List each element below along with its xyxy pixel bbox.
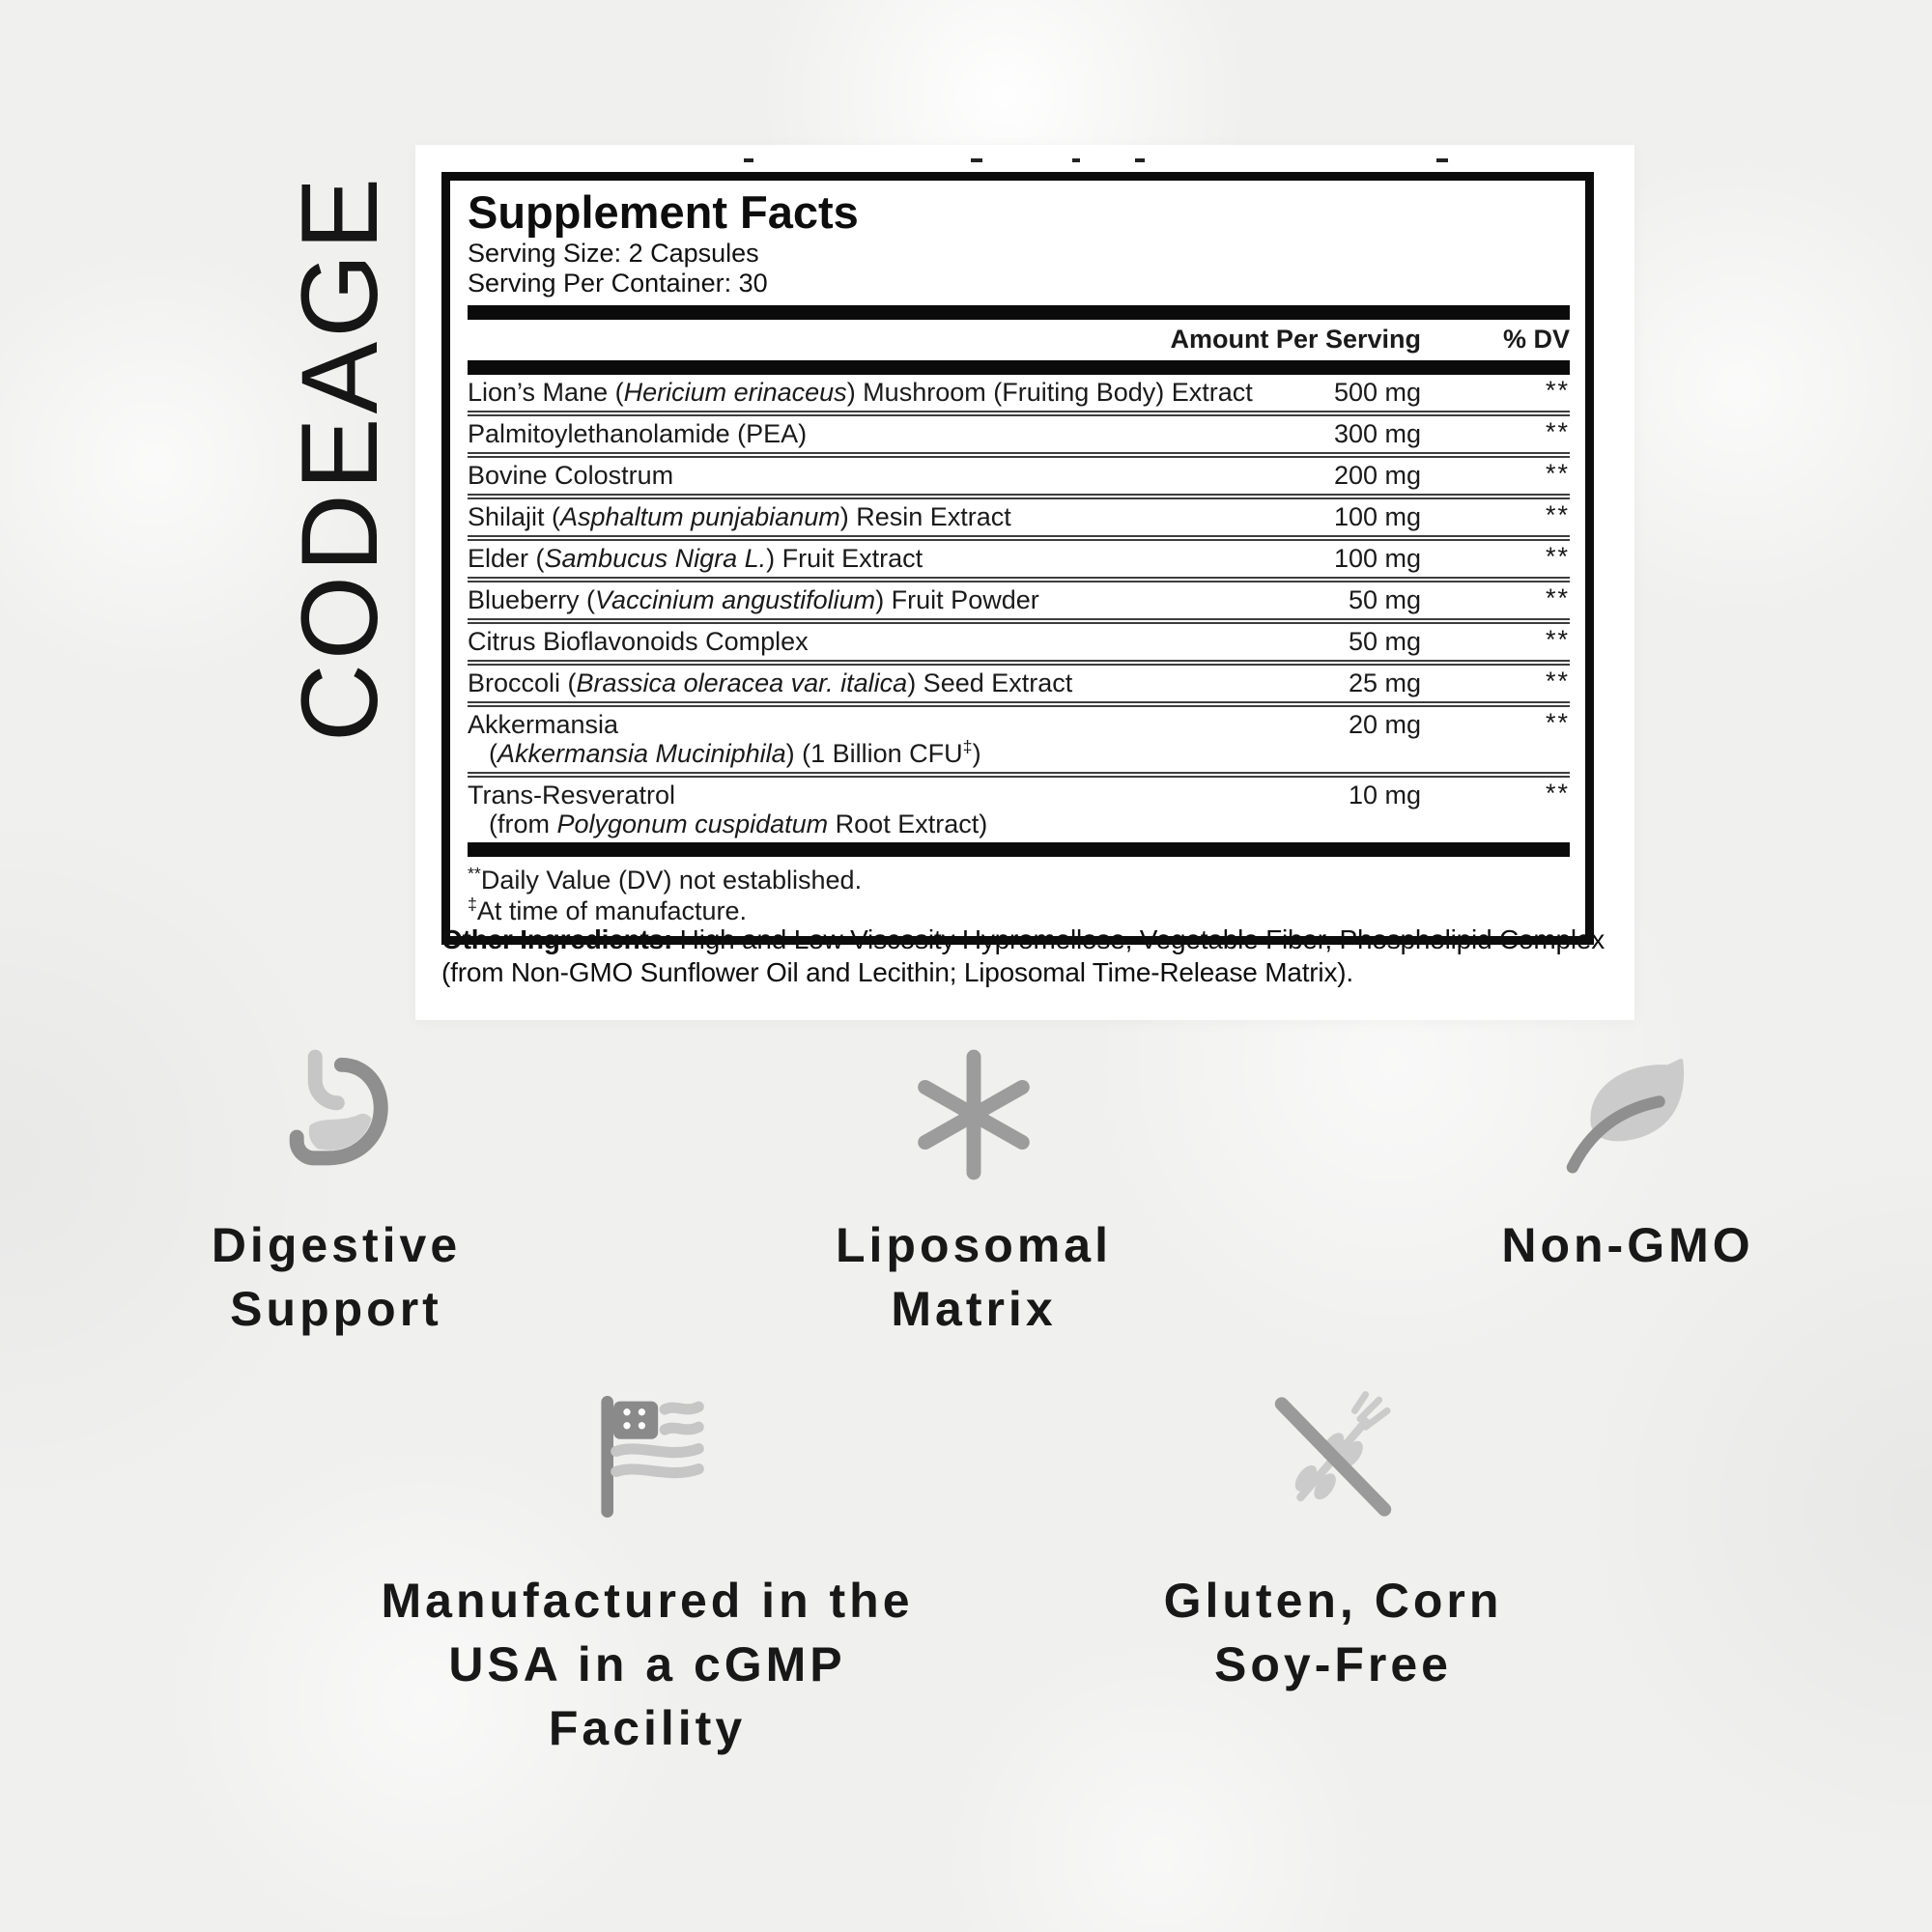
dv-cell: ** [1545, 417, 1570, 446]
amount-cell: 200 mg [1333, 461, 1421, 490]
wheat-crossed-icon [1265, 1389, 1401, 1524]
servings-per-container: Serving Per Container: 30 [468, 269, 768, 298]
dv-column-header: % DV [1502, 325, 1570, 354]
amount-cell: 10 mg [1348, 781, 1421, 810]
ingredient-name: Akkermansia (Akkermansia Muciniphila) (1 Billion CFU‡) [468, 710, 981, 768]
usa-flag-icon [580, 1389, 715, 1524]
table-row [468, 618, 1570, 660]
feature-made-in-usa [348, 1389, 947, 1760]
ingredient-name: Lion’s Mane (Hericium erinaceus) Mushroom (Fruiting Body) Extract [468, 378, 1253, 407]
ingredient-name: Bovine Colostrum [468, 461, 674, 490]
feature-non-gmo [1396, 1049, 1860, 1277]
dv-cell: ** [1545, 376, 1570, 405]
feature-label: Liposomal Matrix [835, 1218, 1113, 1336]
dv-cell: ** [1545, 625, 1570, 654]
amount-cell: 20 mg [1348, 710, 1421, 739]
dv-cell: ** [1545, 583, 1570, 612]
feature-label: Digestive Support [211, 1218, 462, 1336]
amount-cell: 25 mg [1348, 668, 1421, 697]
table-row [468, 772, 1570, 842]
feature-digestive-support [104, 1049, 568, 1341]
footnotes [468, 865, 1570, 926]
amount-cell: 50 mg [1348, 585, 1421, 614]
table-row [468, 701, 1570, 772]
supplement-facts-card [415, 145, 1634, 1020]
panel-title: Supplement Facts [468, 186, 859, 238]
amount-cell: 300 mg [1333, 419, 1421, 448]
divider-bar [468, 360, 1570, 375]
footnote: **Daily Value (DV) not established. [468, 864, 863, 895]
ingredient-name: Broccoli (Brassica oleracea var. italica) Seed Extract [468, 668, 1073, 697]
footnote: ‡At time of manufacture. [468, 895, 748, 925]
dv-cell: ** [1545, 459, 1570, 488]
ingredient-name: Blueberry (Vaccinium angustifolium) Fruit Powder [468, 585, 1039, 614]
table-row [468, 494, 1570, 535]
feature-label: Non-GMO [1501, 1218, 1754, 1272]
ingredient-name: Citrus Bioflavonoids Complex [468, 627, 809, 656]
stomach-icon [270, 1049, 402, 1180]
dv-cell: ** [1545, 500, 1570, 529]
ingredient-name: Palmitoylethanolamide (PEA) [468, 419, 808, 448]
print-artifact-mark [744, 158, 753, 162]
dv-cell: ** [1545, 667, 1570, 696]
other-ingredients-text: High and Low Viscosity Hypromellose, Vegetable Fiber, Phospholipid Complex (from Non-GMO Sunflower Oil and Lecithin; Liposomal Time-Release Matrix). [441, 924, 1605, 987]
table-row [468, 535, 1570, 577]
amount-cell: 50 mg [1348, 627, 1421, 656]
print-artifact-mark [971, 158, 982, 162]
amount-cell: 100 mg [1333, 502, 1421, 531]
table-row [468, 452, 1570, 494]
dv-cell: ** [1545, 708, 1570, 737]
print-artifact-mark [1436, 158, 1448, 162]
table-header-row [468, 320, 1570, 360]
divider-bar [468, 305, 1570, 320]
supplement-facts-panel [441, 172, 1594, 945]
feature-gluten-corn-soy-free [1072, 1389, 1594, 1696]
asterisk-icon [908, 1049, 1039, 1180]
table-row [468, 577, 1570, 618]
ingredient-name: Elder (Sambucus Nigra L.) Fruit Extract [468, 544, 923, 573]
feature-label: Gluten, Corn Soy-Free [1163, 1574, 1503, 1691]
ingredient-name: Shilajit (Asphaltum punjabianum) Resin Extract [468, 502, 1011, 531]
table-row [468, 411, 1570, 452]
amount-column-header: Amount Per Serving [1170, 325, 1421, 354]
other-ingredients [441, 923, 1632, 989]
table-row [468, 660, 1570, 701]
amount-cell: 500 mg [1333, 378, 1421, 407]
ingredient-table [468, 375, 1570, 842]
divider-bar [468, 842, 1570, 857]
brand-logo [279, 160, 400, 755]
other-ingredients-label: Other Ingredients: [441, 924, 673, 954]
feature-liposomal-matrix [742, 1049, 1206, 1341]
print-artifact-mark [1135, 158, 1145, 162]
ingredient-name: Trans-Resveratrol (from Polygonum cuspidatum Root Extract) [468, 781, 988, 838]
serving-size: Serving Size: 2 Capsules [468, 239, 759, 268]
leaf-icon [1562, 1049, 1693, 1180]
print-artifact-mark [1072, 158, 1080, 162]
dv-cell: ** [1545, 779, 1570, 808]
brand-logo-text: CODEAGE [279, 173, 400, 743]
dv-cell: ** [1545, 542, 1570, 571]
table-row [468, 375, 1570, 411]
feature-label: Manufactured in the USA in a cGMP Facility [381, 1574, 914, 1755]
amount-cell: 100 mg [1333, 544, 1421, 573]
